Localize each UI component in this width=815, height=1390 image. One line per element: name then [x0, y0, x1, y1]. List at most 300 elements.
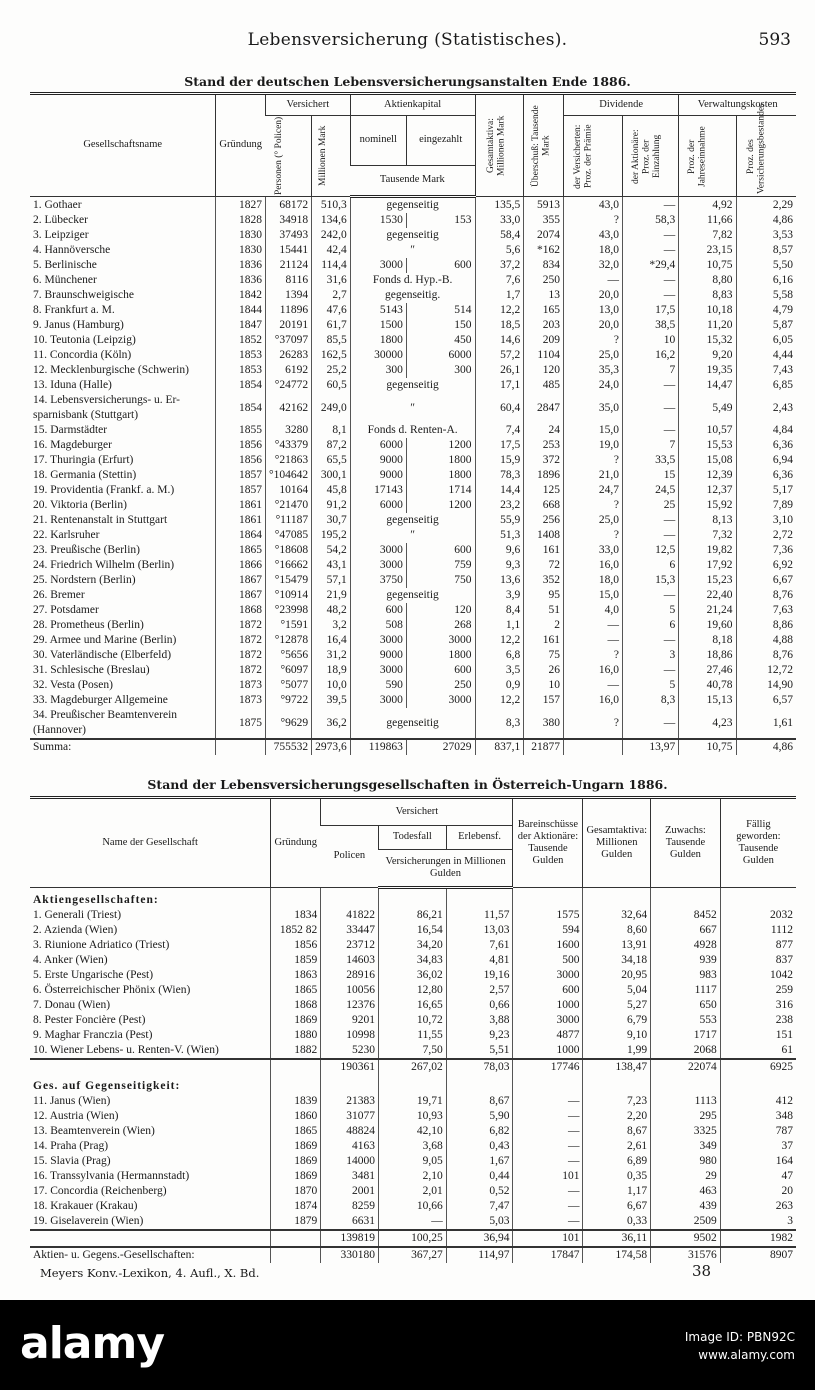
table-cell: 42,4: [312, 243, 351, 258]
col-gesamtaktiva: Gesamtaktiva: Millionen Gulden: [583, 798, 651, 888]
table-cell: 15,3: [623, 573, 679, 588]
table-cell: 165: [524, 303, 564, 318]
table-cell: —: [623, 393, 679, 423]
table-cell: 101: [513, 1230, 583, 1247]
table-cell: gegenseitig: [350, 708, 475, 739]
table-cell: 28916: [321, 968, 379, 983]
table-cell: 42162: [265, 393, 311, 423]
col-personen: [265, 116, 311, 197]
empty-cell: [651, 1075, 721, 1094]
table-cell: 33. Magdeburger Allgemeine: [33, 694, 168, 706]
table-cell: 1575: [513, 908, 583, 923]
table-cell: 9000: [350, 648, 406, 663]
table-cell: 4928: [651, 938, 721, 953]
table-cell: 8,57: [736, 243, 796, 258]
table-cell: 3000: [406, 633, 475, 648]
table-cell: 2,01: [379, 1184, 447, 1199]
table-cell: 24,7: [563, 483, 622, 498]
table-cell: 7,6: [475, 273, 524, 288]
page-number: 593: [758, 30, 791, 50]
col-versichert: Versichert: [265, 94, 350, 116]
table-cell: 138,47: [583, 1059, 651, 1075]
table-cell: —: [513, 1109, 583, 1124]
table-cell: 1857: [216, 468, 266, 483]
table-cell: 8,4: [475, 603, 524, 618]
table-cell: 2,57: [446, 983, 513, 998]
table-cell: 8116: [265, 273, 311, 288]
table-cell: 2032: [720, 908, 796, 923]
table-cell: 1,1: [475, 618, 524, 633]
table-cell: 4,23: [679, 708, 736, 739]
table-cell: 1830: [216, 243, 266, 258]
table-cell: 11. Janus (Wien): [33, 1095, 111, 1107]
table-cell: 22074: [651, 1059, 721, 1075]
table-cell: 1834: [271, 908, 321, 923]
col-div-vers-label: der Versicherten: Proz. der Prämie: [573, 123, 594, 189]
col-div-vers: [563, 116, 622, 197]
table-cell: gegenseitig: [350, 228, 475, 243]
table-cell: 6,8: [475, 648, 524, 663]
table-cell: 47: [720, 1169, 796, 1184]
table-cell: 11. Concordia (Köln): [33, 349, 132, 361]
table-cell: 6. Österreichischer Phönix (Wien): [33, 984, 191, 996]
table-cell: 6: [623, 558, 679, 573]
table-cell: °9722: [265, 693, 311, 708]
table-cell: 33,0: [563, 543, 622, 558]
col-eingezahlt: eingezahlt: [406, 116, 475, 166]
table-cell: 120: [524, 363, 564, 378]
table-cell: 15,0: [563, 423, 622, 438]
table-cell: *162: [524, 243, 564, 258]
table-cell: °21470: [265, 498, 311, 513]
table-cell: 2509: [651, 1214, 721, 1230]
table-cell: 61: [720, 1043, 796, 1059]
table-cell: 15,08: [679, 453, 736, 468]
table-row: [30, 498, 796, 513]
table-cell: 1408: [524, 528, 564, 543]
table-cell: —: [563, 618, 622, 633]
table-cell: 4,92: [679, 197, 736, 214]
table-cell: 78,3: [475, 468, 524, 483]
table-cell: 21383: [321, 1094, 379, 1109]
table-cell: 39,5: [312, 693, 351, 708]
col-verwaltungskosten: Verwaltungskosten: [679, 94, 796, 116]
table-cell: —: [513, 1139, 583, 1154]
table-cell: 38,5: [623, 318, 679, 333]
table-cell: 7,4: [475, 423, 524, 438]
table-row: [30, 1013, 796, 1028]
table-cell: 1863: [271, 968, 321, 983]
table-cell: °47085: [265, 528, 311, 543]
table-cell: 7: [623, 438, 679, 453]
table-row: [30, 968, 796, 983]
table-cell: 1870: [271, 1184, 321, 1199]
table-cell: 24. Friedrich Wilhelm (Berlin): [33, 559, 175, 571]
table-cell: 8259: [321, 1199, 379, 1214]
table-cell: Fonds d. Hyp.-B.: [350, 273, 475, 288]
table-cell: 95: [524, 588, 564, 603]
table-cell: ″: [350, 243, 475, 258]
table-cell: °1591: [265, 618, 311, 633]
table-cell: 23,15: [679, 243, 736, 258]
table-cell: ?: [563, 498, 622, 513]
table-cell: 3000: [350, 558, 406, 573]
table-cell: 5230: [321, 1043, 379, 1059]
table-cell: 1600: [513, 938, 583, 953]
table-row: [30, 543, 796, 558]
table-cell: 12,2: [475, 633, 524, 648]
table-row: [30, 513, 796, 528]
table-cell: 1,17: [583, 1184, 651, 1199]
table-cell: 18. Krakauer (Krakau): [33, 1200, 138, 1212]
table-cell: —: [563, 633, 622, 648]
table-cell: —: [513, 1124, 583, 1139]
table-cell: 1839: [271, 1094, 321, 1109]
table-cell: 17,5: [623, 303, 679, 318]
table-cell: 25,2: [312, 363, 351, 378]
table-cell: 1875: [216, 708, 266, 739]
table-cell: 1117: [651, 983, 721, 998]
table-cell: 27. Potsdamer: [33, 604, 99, 616]
table-cell: 5,27: [583, 998, 651, 1013]
table-cell: 26. Bremer: [33, 589, 85, 601]
table-cell: 45,8: [312, 483, 351, 498]
table-cell: 4,86: [736, 739, 796, 755]
table-cell: 114,4: [312, 258, 351, 273]
table-row: [30, 1154, 796, 1169]
german-insurers-table: [30, 92, 796, 755]
table-cell: 1867: [216, 588, 266, 603]
table-cell: 114,97: [446, 1247, 513, 1263]
table-cell: °16662: [265, 558, 311, 573]
table-row: [30, 197, 796, 214]
table-cell: gegenseitig: [350, 513, 475, 528]
table-cell: 1. Gothaer: [33, 198, 82, 211]
table-cell: 3,2: [312, 618, 351, 633]
empty-cell: [446, 1075, 513, 1094]
table-cell: 85,5: [312, 333, 351, 348]
table-cell: 27029: [406, 739, 475, 755]
table-cell: 1880: [271, 1028, 321, 1043]
table-row: [30, 633, 796, 648]
table-cell: 600: [350, 603, 406, 618]
table-cell: 10. Teutonia (Leipzig): [33, 334, 136, 346]
table-cell: 19,0: [563, 438, 622, 453]
table-cell: 161: [524, 633, 564, 648]
table-cell: °5077: [265, 678, 311, 693]
table-cell: 16,0: [563, 663, 622, 678]
table-cell: 25: [623, 498, 679, 513]
table-cell: 10,75: [679, 739, 736, 755]
table-cell: 12376: [321, 998, 379, 1013]
table-cell: 1872: [216, 648, 266, 663]
table-cell: [30, 1059, 271, 1075]
table-cell: 120: [406, 603, 475, 618]
table-cell: 4,86: [736, 213, 796, 228]
table-cell: 20. Viktoria (Berlin): [33, 499, 127, 511]
table-cell: 6,57: [736, 693, 796, 708]
table-row: [30, 273, 796, 288]
table-cell: 19. Providentia (Frankf. a. M.): [33, 484, 175, 496]
table-cell: 0,52: [446, 1184, 513, 1199]
table-cell: 1856: [216, 453, 266, 468]
table-cell: 9,3: [475, 558, 524, 573]
table-cell: 26283: [265, 348, 311, 363]
table-cell: 3000: [350, 633, 406, 648]
table-cell: 3. Leipziger: [33, 229, 89, 241]
table-cell: 1836: [216, 273, 266, 288]
table-cell: 1860: [271, 1109, 321, 1124]
col-personen-label: Personen (° Policen): [274, 116, 285, 196]
table-cell: —: [623, 243, 679, 258]
table-cell: 5: [623, 678, 679, 693]
table-row: [30, 1124, 796, 1139]
table-cell: 54,2: [312, 543, 351, 558]
table-cell: 1866: [216, 558, 266, 573]
table-cell: 9502: [651, 1230, 721, 1247]
empty-cell: [446, 888, 513, 909]
table-cell: 151: [720, 1028, 796, 1043]
table-cell: 2001: [321, 1184, 379, 1199]
table-row: [30, 1199, 796, 1214]
table-cell: 9,23: [446, 1028, 513, 1043]
table-cell: 17. Concordia (Reichenberg): [33, 1185, 167, 1197]
table-cell: 12. Austria (Wien): [33, 1110, 119, 1122]
table-cell: 3,68: [379, 1139, 447, 1154]
table-cell: 31077: [321, 1109, 379, 1124]
table-cell: 21,0: [563, 468, 622, 483]
table-cell: 34,83: [379, 953, 447, 968]
table1-title: Stand der deutschen Lebensversicherungsanstalten Ende 1886.: [184, 74, 631, 89]
table-cell: 1800: [406, 468, 475, 483]
table-cell: 3000: [513, 1013, 583, 1028]
table-cell: —: [563, 273, 622, 288]
table-cell: 3: [623, 648, 679, 663]
col-verw-jahr: [679, 116, 736, 197]
table-cell: °24772: [265, 378, 311, 393]
table-cell: 10,75: [679, 258, 736, 273]
table-cell: 16,54: [379, 923, 447, 938]
table-cell: 14,4: [475, 483, 524, 498]
table-cell: 8,83: [679, 288, 736, 303]
table-cell: 3000: [406, 693, 475, 708]
table-row: [30, 303, 796, 318]
table-cell: 600: [513, 983, 583, 998]
summary-row: [30, 1230, 796, 1247]
table-cell: 29: [651, 1169, 721, 1184]
table-cell: 19,60: [679, 618, 736, 633]
table-cell: 100,25: [379, 1230, 447, 1247]
table-cell: 19. Giselaverein (Wien): [33, 1215, 144, 1227]
table-cell: °10914: [265, 588, 311, 603]
table-cell: gegenseitig: [350, 197, 475, 214]
table-cell: 6. Münchener: [33, 274, 97, 286]
table-cell: 15,23: [679, 573, 736, 588]
table-cell: 1855: [216, 423, 266, 438]
table-row: [30, 953, 796, 968]
table-cell: 5913: [524, 197, 564, 214]
table-cell: 2,29: [736, 197, 796, 214]
table-cell: 1828: [216, 213, 266, 228]
col-faellig: Fällig geworden: Tausende Gulden: [720, 798, 796, 888]
table-cell: gegenseitig: [350, 588, 475, 603]
table-cell: 650: [651, 998, 721, 1013]
col-verw-bestand-label: Proz. des Versicherungsbestandes: [746, 102, 767, 194]
table-cell: 3,9: [475, 588, 524, 603]
table-cell: 48,2: [312, 603, 351, 618]
table-cell: 41822: [321, 908, 379, 923]
table-cell: 500: [513, 953, 583, 968]
table-row: [30, 998, 796, 1013]
table-cell: 47,6: [312, 303, 351, 318]
table-cell: 17746: [513, 1059, 583, 1075]
table-cell: 2973,6: [312, 739, 351, 755]
table-cell: 34,18: [583, 953, 651, 968]
table-cell: 1830: [216, 228, 266, 243]
table-cell: 26: [524, 663, 564, 678]
table-cell: 485: [524, 378, 564, 393]
table-cell: 4,84: [736, 423, 796, 438]
table-cell: 463: [651, 1184, 721, 1199]
table-cell: 3,53: [736, 228, 796, 243]
table-cell: 6,36: [736, 438, 796, 453]
table-cell: 1873: [216, 693, 266, 708]
table-cell: 2074: [524, 228, 564, 243]
table-cell: 19,82: [679, 543, 736, 558]
table-cell: 10056: [321, 983, 379, 998]
table-cell: gegenseitig.: [350, 288, 475, 303]
table-row: [30, 618, 796, 633]
table-cell: 6,92: [736, 558, 796, 573]
table-cell: 18,0: [563, 573, 622, 588]
col-versicherungen: Versicherungen in Millionen Gulden: [379, 850, 513, 888]
table-cell: 750: [406, 573, 475, 588]
table-cell: 13,0: [563, 303, 622, 318]
table-cell: 14. Lebensversicherungs- u. Er- sparnisbank (Stuttgart): [33, 394, 180, 421]
table-cell: 6,79: [583, 1013, 651, 1028]
watermark-logo: alamy: [20, 1318, 164, 1369]
table-cell: 268: [406, 618, 475, 633]
table-cell: 8,86: [736, 618, 796, 633]
table-cell: 31,2: [312, 648, 351, 663]
table-cell: 17,1: [475, 378, 524, 393]
table-cell: 27,46: [679, 663, 736, 678]
table-cell: 6,85: [736, 378, 796, 393]
table-cell: 43,0: [563, 228, 622, 243]
table-cell: 119863: [350, 739, 406, 755]
table-cell: 28. Prometheus (Berlin): [33, 619, 144, 631]
table-cell: 125: [524, 483, 564, 498]
table-cell: 3: [720, 1214, 796, 1230]
table-cell: 380: [524, 708, 564, 739]
table-cell: 23. Preußische (Berlin): [33, 544, 140, 556]
table-cell: 1852 82: [271, 923, 321, 938]
col-ueberschuss: [524, 94, 564, 197]
table-cell: 32. Vesta (Posen): [33, 679, 113, 691]
table-cell: 48824: [321, 1124, 379, 1139]
table-cell: 78,03: [446, 1059, 513, 1075]
table-cell: 3750: [350, 573, 406, 588]
table-cell: 174,58: [583, 1247, 651, 1263]
table-cell: 26,1: [475, 363, 524, 378]
table-cell: 1867: [216, 573, 266, 588]
table-cell: 1,99: [583, 1043, 651, 1059]
table-cell: 1800: [406, 453, 475, 468]
table-cell: 2068: [651, 1043, 721, 1059]
table-cell: 16. Magdeburger: [33, 439, 112, 451]
table-row: [30, 1139, 796, 1154]
table-cell: 33,5: [623, 453, 679, 468]
table-cell: 34918: [265, 213, 311, 228]
table-cell: 33,0: [475, 213, 524, 228]
table-cell: 352: [524, 573, 564, 588]
table-cell: 57,2: [475, 348, 524, 363]
table-cell: 72: [524, 558, 564, 573]
table-cell: 55,9: [475, 513, 524, 528]
table-cell: 0,35: [583, 1169, 651, 1184]
table-cell: 36,94: [446, 1230, 513, 1247]
table-cell: 1872: [216, 618, 266, 633]
table-cell: 877: [720, 938, 796, 953]
table-cell: 8,67: [583, 1124, 651, 1139]
table-cell: ″: [350, 528, 475, 543]
empty-cell: [321, 1075, 379, 1094]
table-row: [30, 648, 796, 663]
watermark-meta: [685, 1328, 795, 1364]
table-cell: 16,2: [623, 348, 679, 363]
table-cell: 1836: [216, 258, 266, 273]
table-cell: 5: [623, 603, 679, 618]
table-cell: 22. Karlsruher: [33, 529, 100, 541]
table2-title: Stand der Lebensversicherungsgesellschaften in Österreich-Ungarn 1886.: [147, 777, 668, 792]
table-cell: 21,24: [679, 603, 736, 618]
table-cell: 8,67: [446, 1094, 513, 1109]
table-cell: 36,2: [312, 708, 351, 739]
table-cell: 34. Preußischer Beamtenverein (Hannover): [33, 709, 178, 736]
table-cell: °18608: [265, 543, 311, 558]
col-ueberschuss-label: Überschuß: Tausende Mark: [530, 104, 552, 187]
table-cell: 31,6: [312, 273, 351, 288]
table-cell: 349: [651, 1139, 721, 1154]
running-header: [0, 30, 815, 54]
table-cell: 837,1: [475, 739, 524, 755]
table-cell: 15. Slavia (Prag): [33, 1155, 111, 1167]
table-cell: 5143: [350, 303, 406, 318]
table-row: [30, 288, 796, 303]
table-cell: 75: [524, 648, 564, 663]
table-cell: 10,93: [379, 1109, 447, 1124]
table-row: [30, 1109, 796, 1124]
table-cell: 10,0: [312, 678, 351, 693]
col-erlebensf: Erlebensf.: [446, 826, 513, 850]
table-cell: 759: [406, 558, 475, 573]
table-cell: 58,3: [623, 213, 679, 228]
table-cell: 15,92: [679, 498, 736, 513]
table-cell: 9,6: [475, 543, 524, 558]
table-cell: ″: [350, 393, 475, 423]
table-cell: 11,57: [446, 908, 513, 923]
table-cell: 1,67: [446, 1154, 513, 1169]
table-cell: 2847: [524, 393, 564, 423]
table-cell: 3,5: [475, 663, 524, 678]
col-div-akt: [623, 116, 679, 197]
table-cell: 5,58: [736, 288, 796, 303]
table-cell: 203: [524, 318, 564, 333]
table-cell: 3000: [350, 663, 406, 678]
table-cell: 101: [513, 1169, 583, 1184]
table-cell: [271, 1059, 321, 1075]
table-cell: 16,0: [563, 693, 622, 708]
